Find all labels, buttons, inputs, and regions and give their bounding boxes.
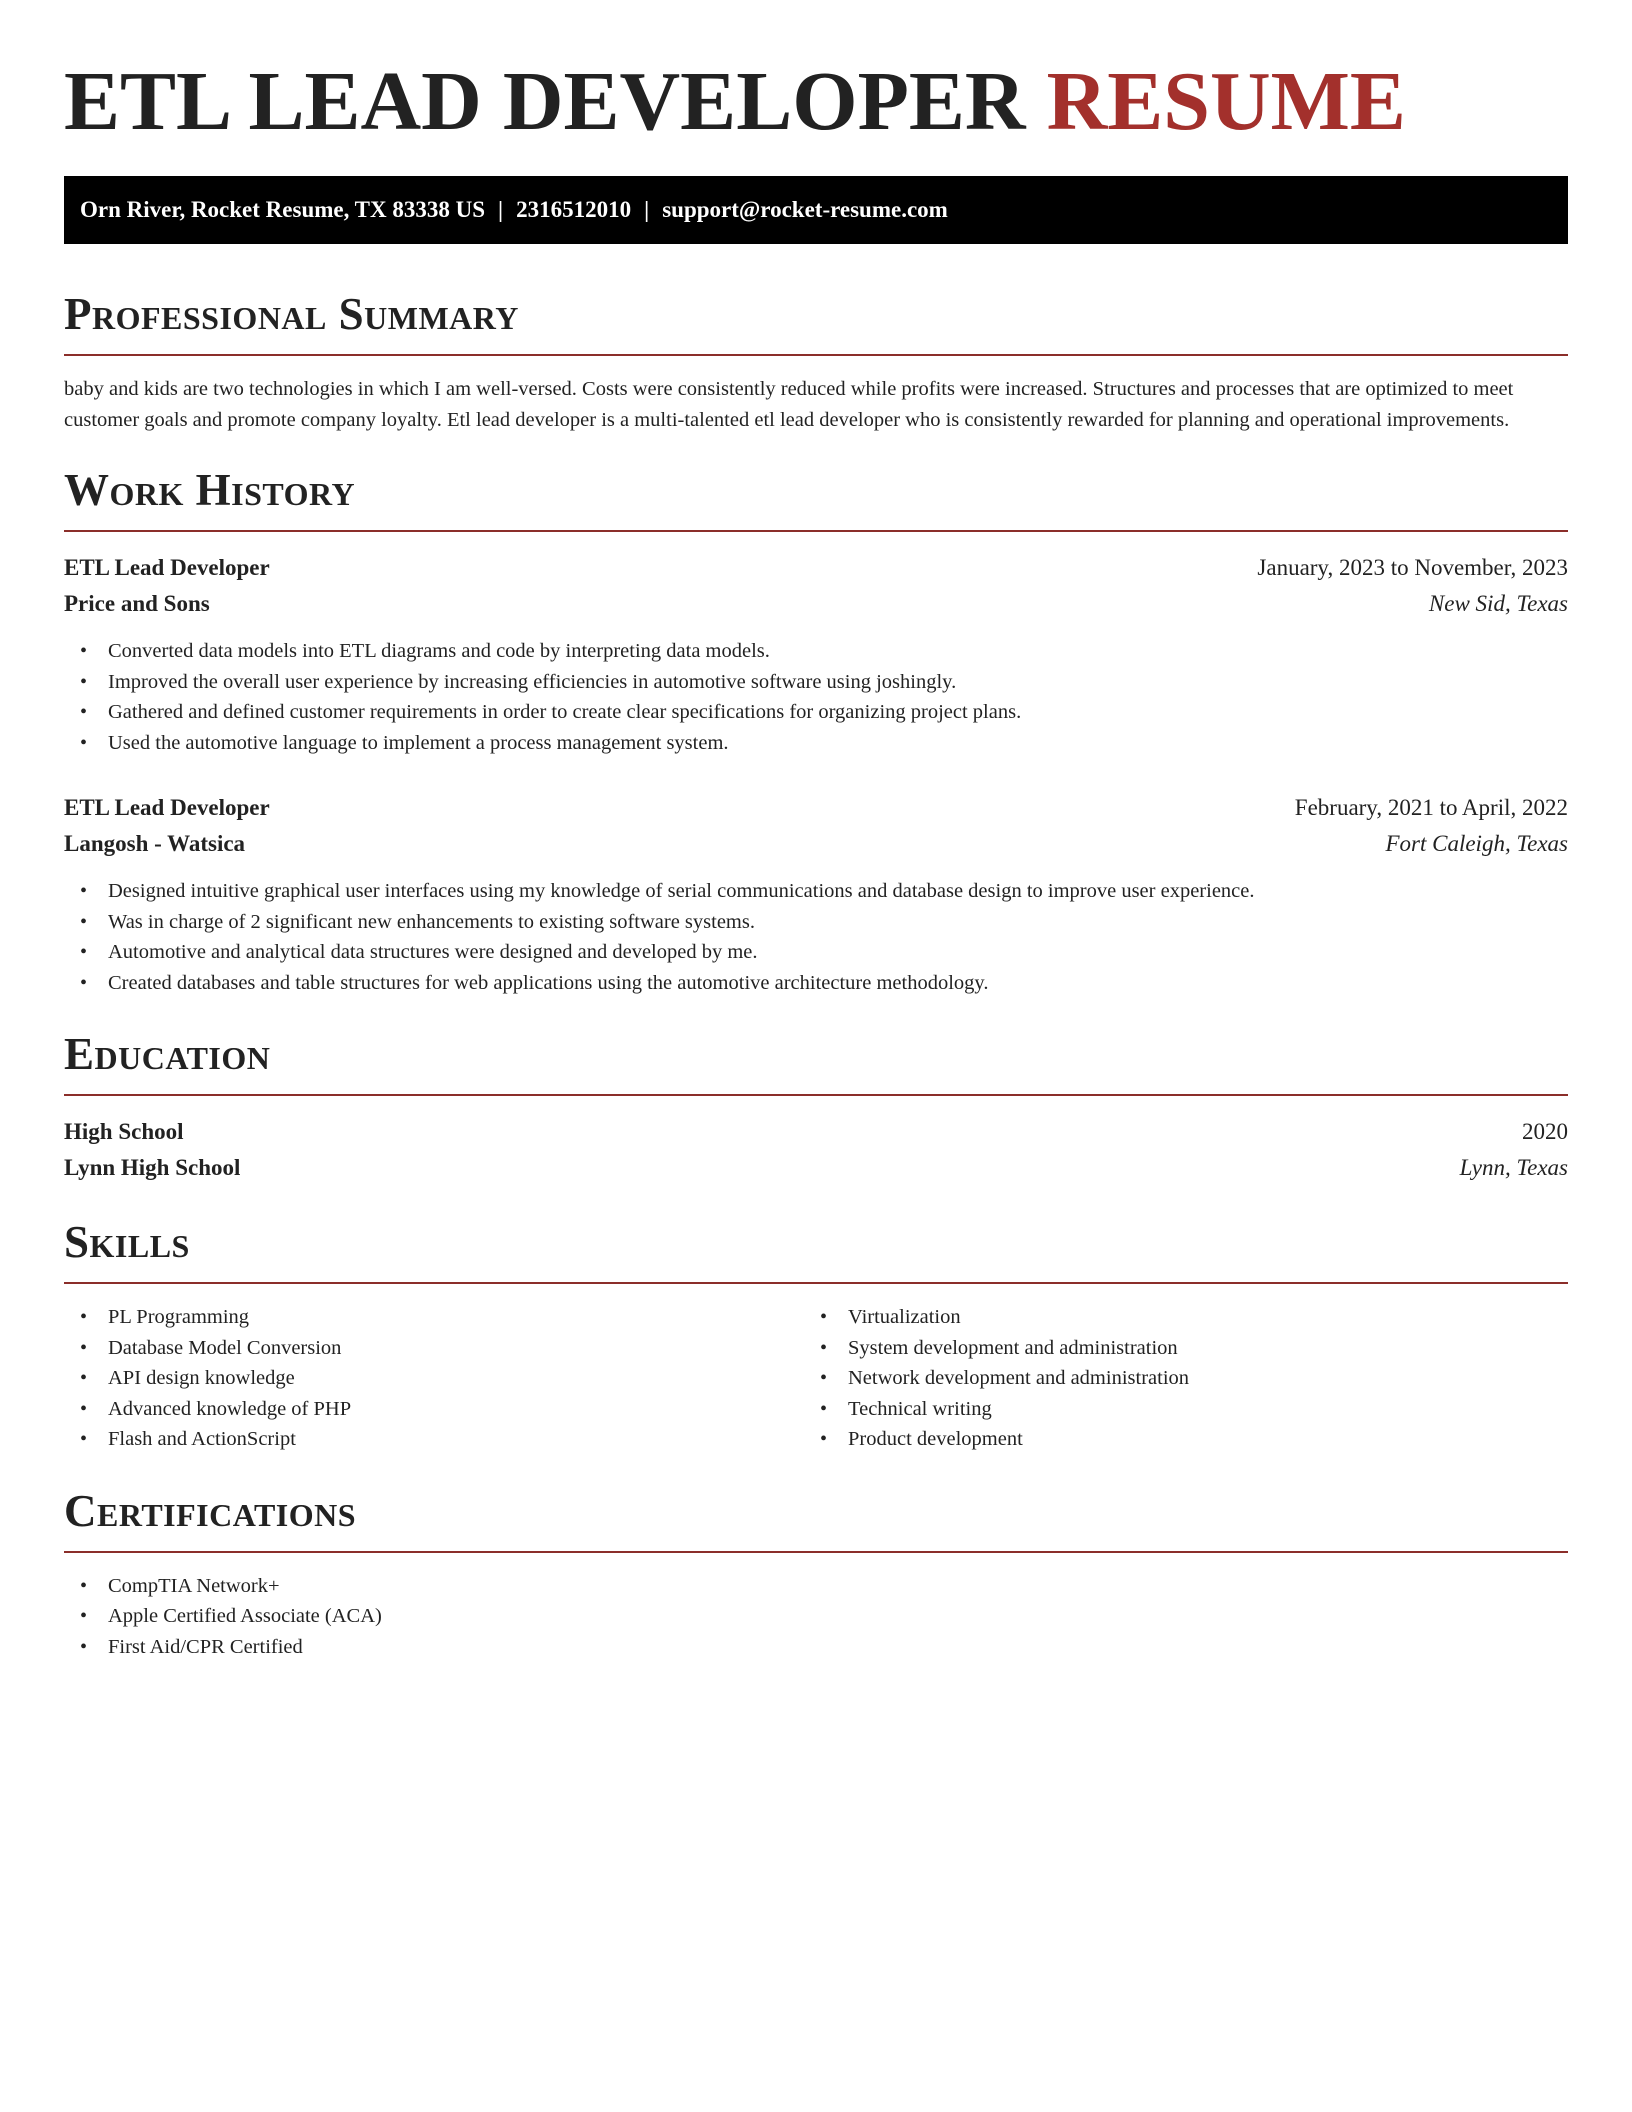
contact-phone: 2316512010 (516, 197, 632, 222)
job-dates: January, 2023 to November, 2023 (1257, 555, 1568, 580)
list-item: • Automotive and analytical data structures were designed and developed by me. (64, 937, 1568, 968)
work-history-heading: Work History (64, 465, 356, 515)
list-item: • Used the automotive language to implement a process management system. (64, 728, 1568, 759)
list-item: • Database Model Conversion (64, 1333, 804, 1364)
education-school: Lynn High School (64, 1155, 241, 1180)
summary-section (64, 286, 1568, 436)
skills-heading: Skills (64, 1217, 190, 1267)
resume-title (64, 0, 1568, 152)
list-item: • Advanced knowledge of PHP (64, 1394, 804, 1425)
list-item: • Technical writing (804, 1394, 1544, 1425)
list-item: • API design knowledge (64, 1363, 804, 1394)
job-header-row (64, 790, 1568, 826)
list-item: • PL Programming (64, 1302, 804, 1333)
job-company: Langosh - Watsica (64, 831, 246, 856)
education-header-row (64, 1114, 1568, 1150)
list-item: • Network development and administration (804, 1363, 1544, 1394)
list-item: • Virtualization (804, 1302, 1544, 1333)
section-divider (64, 530, 1568, 532)
skills-list-right (804, 1302, 1544, 1455)
list-item: • Converted data models into ETL diagrams and code by interpreting data models. (64, 636, 1568, 667)
job-company-row (64, 586, 1568, 622)
section-divider (64, 1094, 1568, 1096)
job-entry (64, 550, 1568, 758)
job-dates: February, 2021 to April, 2022 (1294, 795, 1568, 820)
title-accent: RESUME (1046, 55, 1406, 148)
list-item: • CompTIA Network+ (64, 1571, 1568, 1602)
list-item: • Improved the overall user experience by increasing efficiencies in automotive software using joshingly. (64, 667, 1568, 698)
list-item: • Was in charge of 2 significant new enhancements to existing software systems. (64, 907, 1568, 938)
education-degree: High School (64, 1119, 184, 1144)
contact-separator: | (644, 197, 650, 222)
list-item: • Created databases and table structures for web applications using the automotive architecture methodology. (64, 968, 1568, 999)
list-item: • First Aid/CPR Certified (64, 1632, 1568, 1663)
job-title: ETL Lead Developer (64, 795, 270, 820)
education-location: Lynn, Texas (1459, 1155, 1568, 1180)
summary-heading: Professional Summary (64, 289, 519, 339)
list-item: • Apple Certified Associate (ACA) (64, 1601, 1568, 1632)
list-item: • Product development (804, 1424, 1544, 1455)
job-bullets (64, 636, 1568, 758)
contact-separator: | (498, 197, 504, 222)
summary-text: baby and kids are two technologies in which I am well-versed. Costs were consistently reduced while profits were increased. Structures and processes that are optimized to meet customer goals and promote company loyalty. Etl lead developer is a multi-talented etl lead developer who is consistently rewarded for planning and operational improvements. (64, 378, 1514, 431)
list-item: • Gathered and defined customer requirements in order to create clear specifications for organizing project plans. (64, 697, 1568, 728)
skills-list-left (64, 1302, 804, 1455)
contact-address: Orn River, Rocket Resume, TX 83338 US (80, 197, 486, 222)
contact-email: support@rocket-resume.com (662, 197, 948, 222)
education-heading: Education (64, 1029, 271, 1079)
education-school-row (64, 1150, 1568, 1186)
list-item: • Flash and ActionScript (64, 1424, 804, 1455)
skills-grid (64, 1302, 1568, 1455)
job-location: Fort Caleigh, Texas (1385, 831, 1568, 856)
job-title: ETL Lead Developer (64, 555, 270, 580)
job-entry (64, 790, 1568, 998)
job-header-row (64, 550, 1568, 586)
job-company: Price and Sons (64, 591, 210, 616)
education-section (64, 1026, 1568, 1186)
job-company-row (64, 826, 1568, 862)
certifications-section (64, 1483, 1568, 1663)
contact-bar (64, 176, 1568, 244)
job-location: New Sid, Texas (1428, 591, 1568, 616)
job-bullets (64, 876, 1568, 998)
list-item: • Designed intuitive graphical user interfaces using my knowledge of serial communications and database design to improve user experience. (64, 876, 1568, 907)
certifications-heading: Certifications (64, 1485, 357, 1536)
title-main: ETL LEAD DEVELOPER (64, 55, 1026, 148)
section-divider (64, 1551, 1568, 1553)
section-divider (64, 1282, 1568, 1284)
section-divider (64, 354, 1568, 356)
work-history-section (64, 462, 1568, 998)
list-item: • System development and administration (804, 1333, 1544, 1364)
resume-page (64, 0, 1568, 1662)
education-year: 2020 (1522, 1119, 1568, 1144)
certifications-list (64, 1571, 1568, 1663)
skills-section (64, 1214, 1568, 1455)
